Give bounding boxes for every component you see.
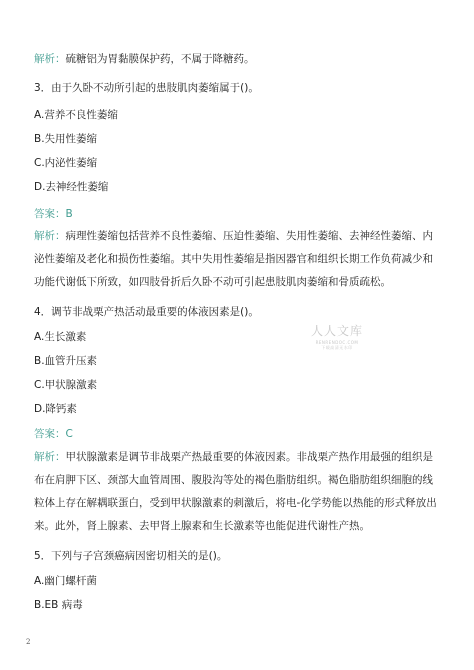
answer-value: C <box>65 428 73 440</box>
question-3-option-d: D.去神经性萎缩 <box>34 181 109 193</box>
question-3-option-c: C.内泌性萎缩 <box>34 157 98 169</box>
analysis-label: 解析： <box>34 53 66 65</box>
answer-value: B <box>65 208 73 220</box>
question-5-option-b: B.EB 病毒 <box>34 599 83 611</box>
question-4-option-a: A.生长激素 <box>34 331 87 343</box>
answer-label: 答案： <box>34 428 66 440</box>
question-3-option-b: B.失用性萎缩 <box>34 133 98 145</box>
page-number: 2 <box>26 638 31 646</box>
previous-analysis <box>34 52 255 66</box>
question-4-option-b: B.血管升压素 <box>34 355 98 367</box>
analysis-label: 解析： <box>34 230 66 242</box>
analysis-label: 解析： <box>34 451 66 463</box>
question-4-stem: 4．调节非战栗产热活动最重要的体液因素是()。 <box>34 306 259 318</box>
analysis-text: 甲状腺激素是调节非战栗产热最重要的体液因素。非战栗产热作用最强的组织是布在肩胛下区、颈部大血管周围、腹股沟等处的褐色脂肪组织。褐色脂肪组织细胞的线粒体上存在解耦联蛋白，受到甲状腺激素的刺激后，将电-化学势能以热能的形式释放出来。此外，肾上腺素、去甲肾上腺素和生长激素等也能促进代谢性产热。 <box>34 451 437 532</box>
answer-label: 答案： <box>34 208 66 220</box>
question-3-analysis <box>34 225 442 294</box>
question-4-option-d: D.降钙素 <box>34 403 77 415</box>
question-4-analysis <box>34 446 442 538</box>
watermark-slogan: 下载高清无水印 <box>321 345 353 350</box>
analysis-text: 病理性萎缩包括营养不良性萎缩、压迫性萎缩、失用性萎缩、去神经性萎缩、内泌性萎缩及老化和损伤性萎缩。其中失用性萎缩是指因器官和组织长期工作负荷减少和功能代谢低下所致，如四肢骨折后久卧不动可引起患肢肌肉萎缩和骨质疏松。 <box>34 230 433 288</box>
question-5-option-a: A.幽门螺杆菌 <box>34 575 97 587</box>
watermark-domain: RENRENDOC.COM <box>315 340 359 345</box>
analysis-text: 硫糖铝为胃黏膜保护药，不属于降糖药。 <box>65 53 255 65</box>
watermark-logo <box>307 322 367 351</box>
question-3-option-a: A.营养不良性萎缩 <box>34 109 118 121</box>
question-5-stem: 5．下列与子宫颈癌病因密切相关的是()。 <box>34 550 228 562</box>
question-3-answer <box>34 207 73 221</box>
watermark-title: 人人文库 <box>310 324 363 338</box>
question-4-answer <box>34 427 73 441</box>
question-3-stem: 3．由于久卧不动所引起的患肢肌肉萎缩属于()。 <box>34 82 259 94</box>
question-4-option-c: C.甲状腺激素 <box>34 379 98 391</box>
